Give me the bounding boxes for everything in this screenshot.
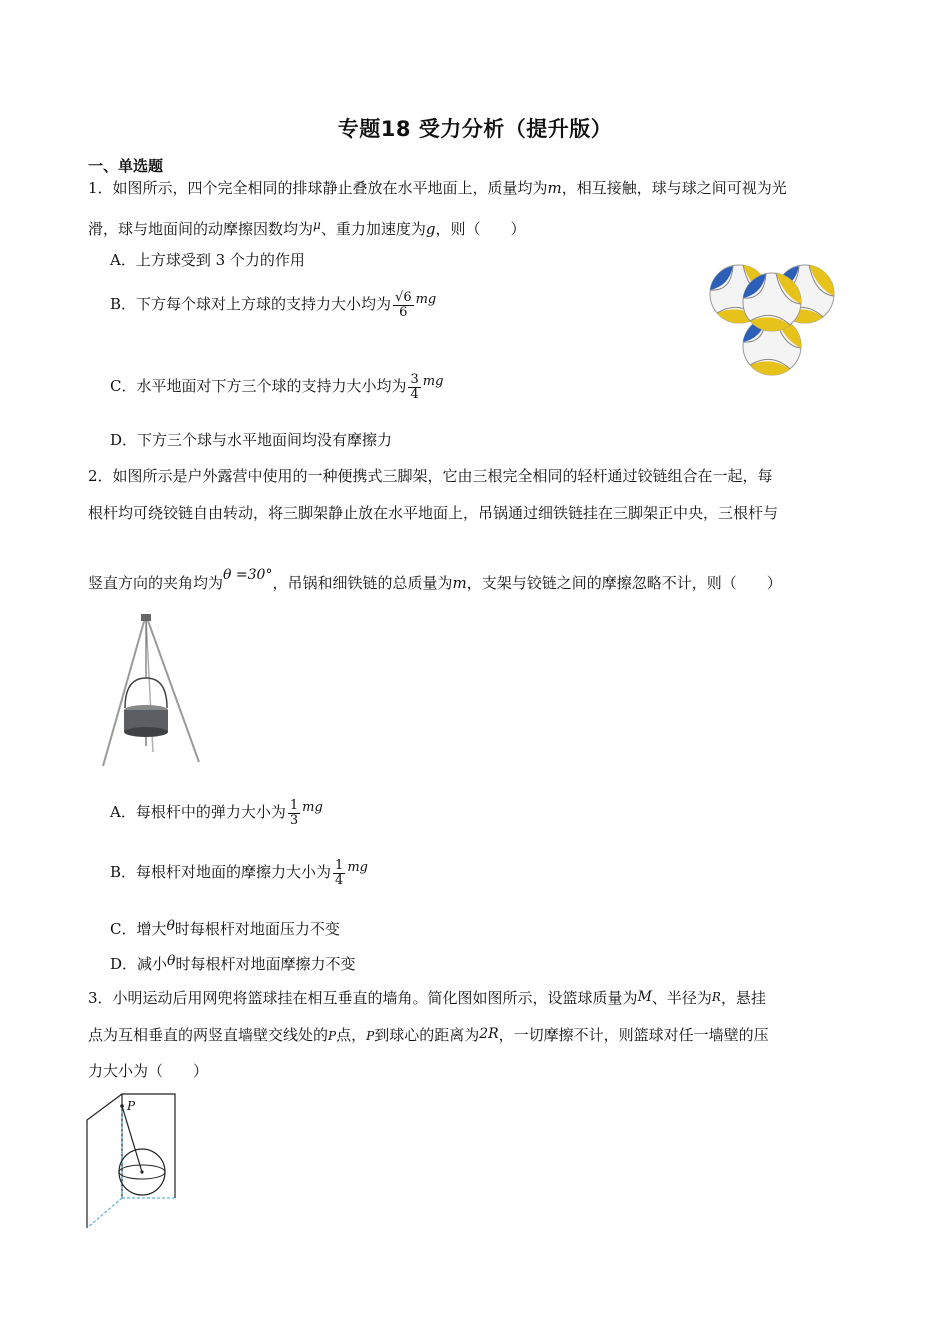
q2-line1: 2．如图所示是户外露营中使用的一种便携式三脚架，它由三根完全相同的轻杆通过铰链组合在一起，每 <box>88 467 773 485</box>
q3-line1: 3．小明运动后用网兜将篮球挂在相互垂直的墙角。简化图如图所示，设篮球质量为M、半径为R，悬挂 <box>88 989 766 1007</box>
q2-line3: 竖直方向的夹角均为θ =30°，吊锅和细铁链的总质量为m，支架与铰链之间的摩擦忽略不计，则（ ） <box>88 567 782 592</box>
q1-option-d: D．下方三个球与水平地面间均没有摩擦力 <box>110 431 393 449</box>
q2-option-d: D．减小θ时每根杆对地面摩擦力不变 <box>110 953 356 973</box>
section-heading: 一、单选题 <box>88 157 164 175</box>
q2-line2: 根杆均可绕铰链自由转动，将三脚架静止放在水平地面上，吊锅通过细铁链挂在三脚架正中央，三根杆与 <box>88 504 779 522</box>
q1-option-b: B．下方每个球对上方球的支持力大小均为 $\frac{√6}{6}$ mg <box>110 289 437 320</box>
q1-option-c: C．水平地面对下方三个球的支持力大小均为 $\frac{3}{4}$ mg <box>110 371 444 402</box>
q1-option-a: A．上方球受到 3 个力的作用 <box>110 251 305 269</box>
point-p-label: P <box>127 1099 136 1113</box>
q3-line3: 力大小为（ ） <box>88 1062 209 1080</box>
fraction: $\frac{1}{4}$ <box>335 857 344 888</box>
tripod-pot-figure <box>95 612 205 772</box>
q1-line1: 1．如图所示，四个完全相同的排球静止叠放在水平地面上，质量均为m，相互接触，球与球之间可视为光 <box>88 179 787 197</box>
q2-option-b: B．每根杆对地面的摩擦力大小为 $\frac{1}{4}$ mg <box>110 857 368 888</box>
fraction: $\frac{3}{4}$ <box>410 371 419 402</box>
q2-option-c: C．增大θ时每根杆对地面压力不变 <box>110 918 340 938</box>
wall-corner-ball-figure <box>82 1090 182 1232</box>
q1-line2: 滑，球与地面间的动摩擦因数均为$^\mu$、重力加速度为g，则（ ） <box>88 218 526 238</box>
volleyballs-figure <box>705 262 840 380</box>
fraction: $\frac{1}{3}$ <box>289 797 299 828</box>
fraction: $\frac{√6}{6}$ <box>395 289 412 320</box>
volleyball-icon <box>743 273 801 331</box>
q2-option-a: A．每根杆中的弹力大小为 $\frac{1}{3}$ mg <box>110 797 323 828</box>
q3-line2: 点为互相垂直的两竖直墙壁交线处的P点，P到球心的距离为2R，一切摩擦不计，则篮球对任一墙壁的压 <box>88 1026 769 1044</box>
page-title: 专题18 受力分析（提升版） <box>337 117 613 141</box>
